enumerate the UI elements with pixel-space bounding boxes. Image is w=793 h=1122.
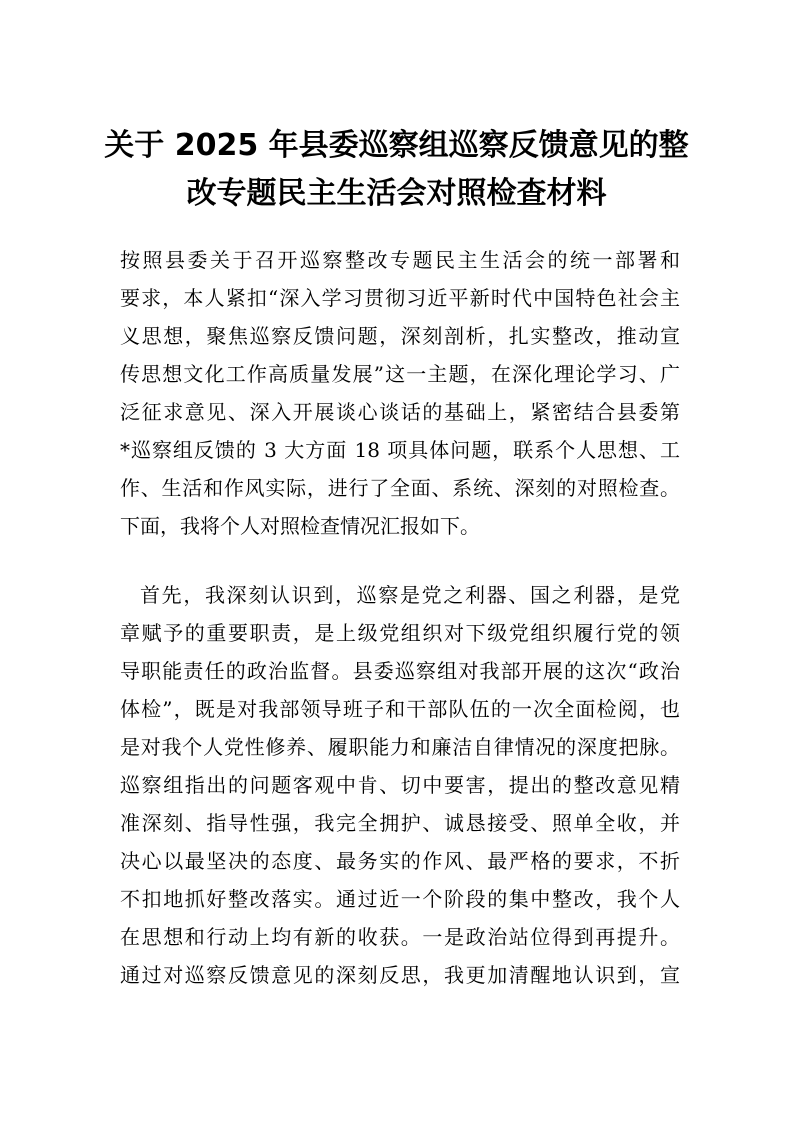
- paragraph-1-line: 按照县委关于召开巡察整改专题民主生活会的统一部署和: [120, 248, 680, 272]
- document-title-line-2: 改专题民主生活会对照检查材料: [186, 176, 607, 211]
- paragraph-2-line: 导职能责任的政治监督。县委巡察组对我部开展的这次“政治: [120, 659, 680, 683]
- paragraph-2-line: 在思想和行动上均有新的收获。一是政治站位得到再提升。: [120, 925, 680, 949]
- paragraph-2-line: 通过对巡察反馈意见的深刻反思，我更加清醒地认识到，宣: [120, 963, 680, 987]
- paragraph-2-line: 不扣地抓好整改落实。通过近一个阶段的集中整改，我个人: [120, 887, 680, 911]
- paragraph-1-line: 泛征求意见、深入开展谈心谈话的基础上，紧密结合县委第: [120, 400, 680, 424]
- paragraph-1-line: 义思想，聚焦巡察反馈问题，深刻剖析，扎实整改，推动宣: [120, 324, 680, 348]
- paragraph-1-line: *巡察组反馈的 3 大方面 18 项具体问题，联系个人思想、工: [120, 438, 680, 462]
- paragraph-1-line: 作、生活和作风实际，进行了全面、系统、深刻的对照检查。: [120, 476, 680, 500]
- paragraph-1-line: 传思想文化工作高质量发展”这一主题，在深化理论学习、广: [120, 362, 680, 386]
- paragraph-2-line: 巡察组指出的问题客观中肯、切中要害，提出的整改意见精: [120, 773, 680, 797]
- paragraph-2-line: 首先，我深刻认识到，巡察是党之利器、国之利器，是党: [140, 583, 680, 607]
- paragraph-2-line: 决心以最坚决的态度、最务实的作风、最严格的要求，不折: [120, 849, 680, 873]
- paragraph-2-line: 章赋予的重要职责，是上级党组织对下级党组织履行党的领: [120, 621, 680, 645]
- paragraph-1-line: 下面，我将个人对照检查情况汇报如下。: [120, 514, 480, 538]
- document-title-line-1: 关于 2025 年县委巡察组巡察反馈意见的整: [104, 128, 689, 163]
- paragraph-2-line: 准深刻、指导性强，我完全拥护、诚恳接受、照单全收，并: [120, 811, 680, 835]
- paragraph-1-line: 要求，本人紧扣“深入学习贯彻习近平新时代中国特色社会主: [120, 286, 680, 310]
- paragraph-2-line: 是对我个人党性修养、履职能力和廉洁自律情况的深度把脉。: [120, 735, 680, 759]
- paragraph-2-line: 体检”，既是对我部领导班子和干部队伍的一次全面检阅，也: [120, 697, 680, 721]
